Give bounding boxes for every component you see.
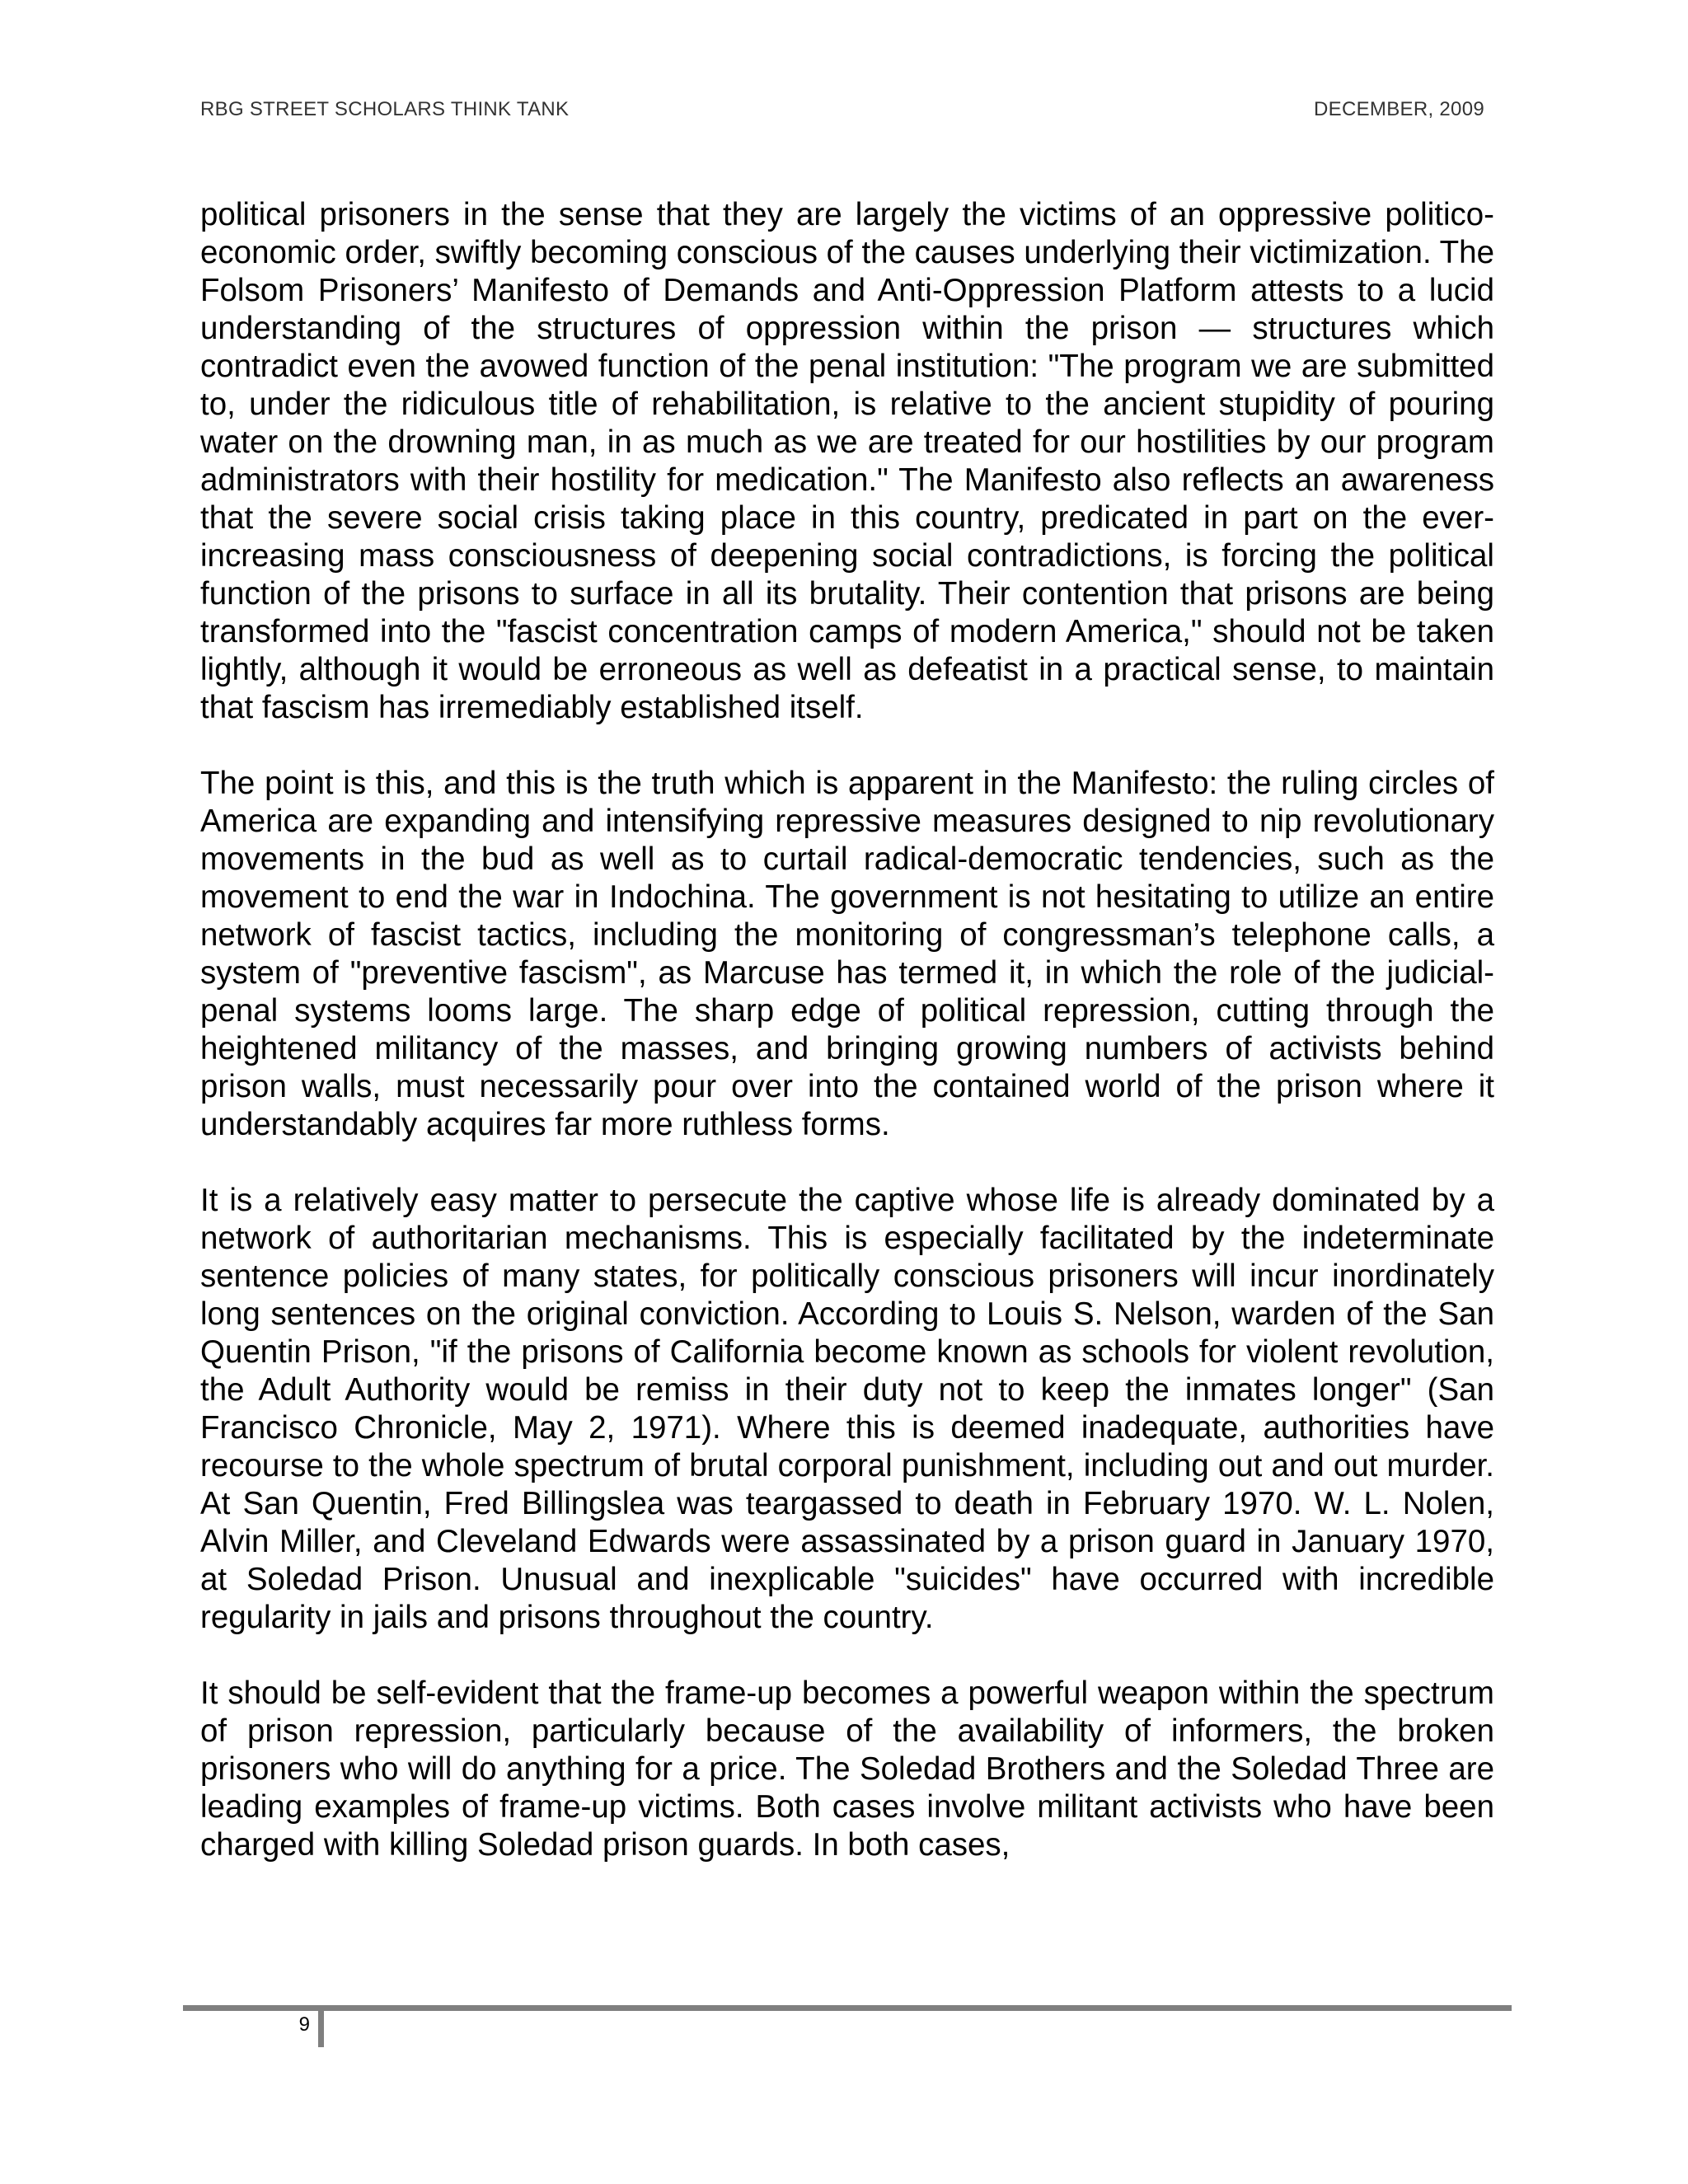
paragraph-4: It should be self-evident that the frame-up becomes a powerful weapon within the spectrum of prison repression, particularly because of the availability of informers, the broken prisoners who will do anything for a price. The Soledad Brothers and the Soledad Three are leading examples of frame-up victims. Both cases involve militant activists who have been charged with killing Soledad prison guards. In both cases, — [200, 1675, 1494, 1863]
header-date: DECEMBER, 2009 — [1314, 98, 1484, 120]
page-number: 9 — [298, 2013, 310, 2036]
document-body — [200, 196, 1494, 1902]
footer-divider-tick — [318, 2011, 324, 2047]
paragraph-3: It is a relatively easy matter to persecute the captive whose life is already dominated by a network of authoritarian mechanisms. This is especially facilitated by the indeterminate sentence policies of many states, for politically conscious prisoners will incur inordinately long sentences on the original conviction. According to Louis S. Nelson, warden of the San Quentin Prison, "if the prisons of California become known as schools for violent revolution, the Adult Authority would be remiss in their duty not to keep the inmates longer" (San Francisco Chronicle, May 2, 1971). Where this is deemed inadequate, authorities have recourse to the whole spectrum of brutal corporal punishment, including out and out murder. At San Quentin, Fred Billingslea was teargassed to death in February 1970. W. L. Nolen, Alvin Miller, and Cleveland Edwards were assassinated by a prison guard in January 1970, at Soledad Prison. Unusual and inexplicable "suicides" have occurred with incredible regularity in jails and prisons throughout the country. — [200, 1183, 1494, 1635]
running-header — [200, 98, 1484, 131]
footer-divider — [183, 2005, 1512, 2011]
paragraph-2: The point is this, and this is the truth which is apparent in the Manifesto: the ruling circles of America are expanding and intensifying repressive measures designed to nip revolutionary movements in the bud as well as to curtail radical-democratic tendencies, such as the movement to end the war in Indochina. The government is not hesitating to utilize an entire network of fascist tactics, including the monitoring of congressman’s telephone calls, a system of "preventive fascism", as Marcuse has termed it, in which the role of the judicial-penal systems looms large. The sharp edge of political repression, cutting through the heightened militancy of the masses, and bringing growing numbers of activists behind prison walls, must necessarily pour over into the contained world of the prison where it understandably acquires far more ruthless forms. — [200, 766, 1494, 1142]
paragraph-1: political prisoners in the sense that they are largely the victims of an oppressive politico-economic order, swiftly becoming conscious of the causes underlying their victimization. The Folsom Prisoners’ Manifesto of Demands and Anti-Oppression Platform attests to a lucid understanding of the structures of oppression within the prison — structures which contradict even the avowed function of the penal institution: "The program we are submitted to, under the ridiculous title of rehabilitation, is relative to the ancient stupidity of pouring water on the drowning man, in as much as we are treated for our hostilities by our program administrators with their hostility for medication." The Manifesto also reflects an awareness that the severe social crisis taking place in this country, predicated in part on the ever-increasing mass consciousness of deepening social contradictions, is forcing the political function of the prisons to surface in all its brutality. Their contention that prisons are being transformed into the "fascist concentration camps of modern America," should not be taken lightly, although it would be erroneous as well as defeatist in a practical sense, to maintain that fascism has irremediably established itself. — [200, 197, 1494, 725]
header-publication-title: RBG STREET SCHOLARS THINK TANK — [200, 98, 570, 120]
